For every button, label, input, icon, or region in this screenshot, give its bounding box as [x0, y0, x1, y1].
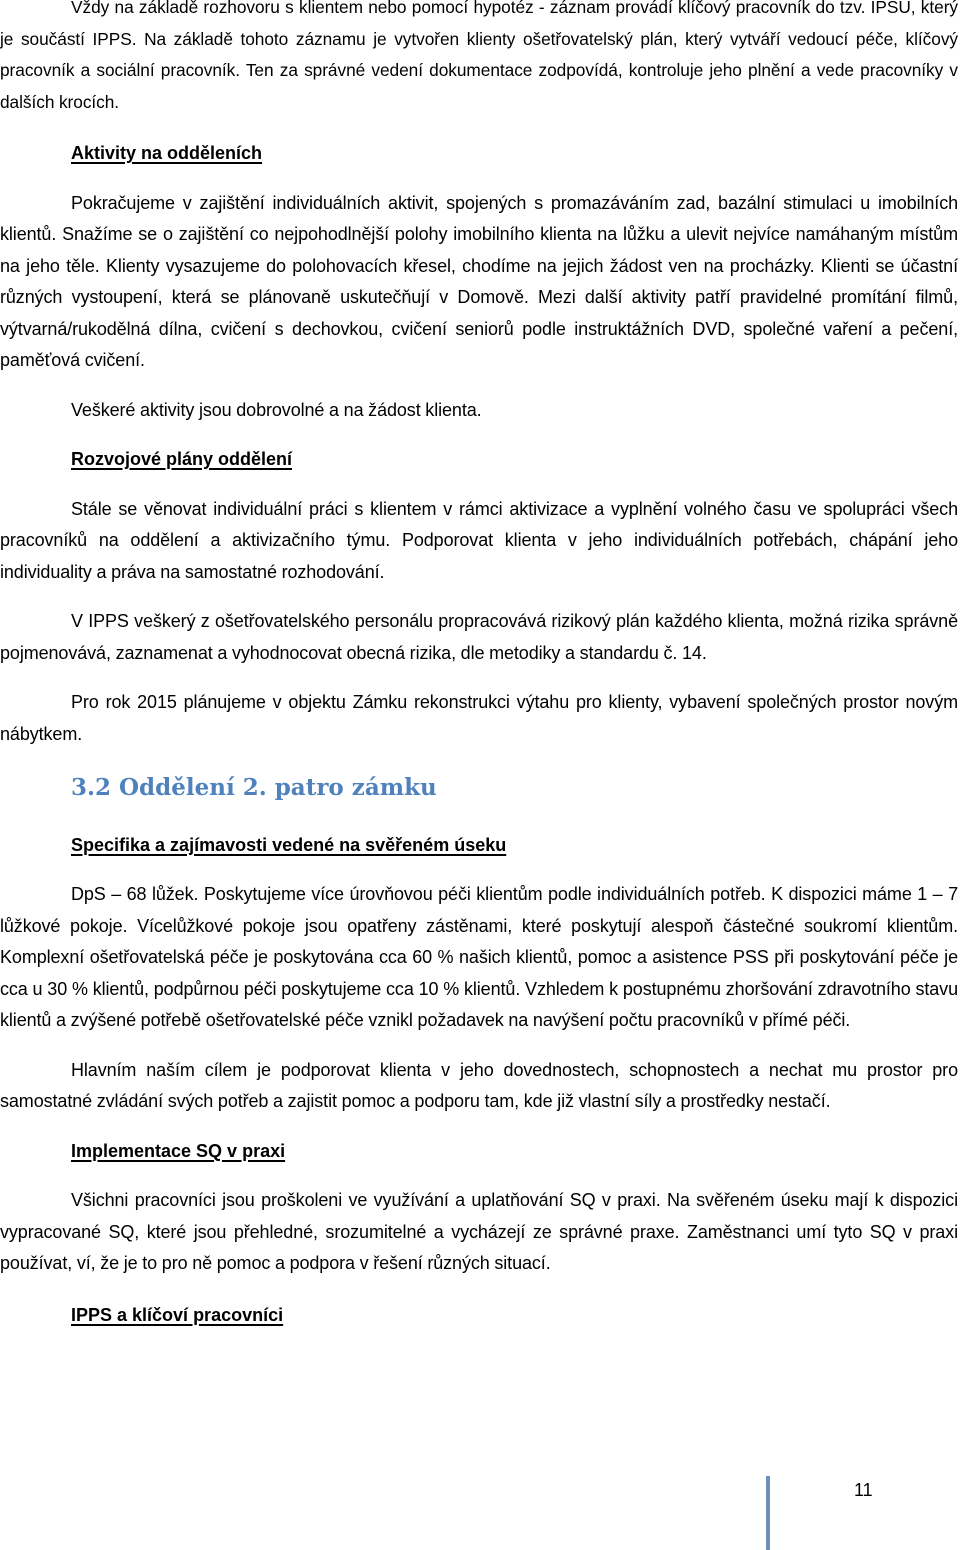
spacer: [0, 1037, 958, 1055]
development-paragraph-1: Stále se věnovat individuální práci s klientem v rámci aktivizace a vyplnění volného času ve spolupráci všech pracovníků na oddělení a aktivizačního týmu. Podporovat klienta v jeho individuálních potřebách, chápání jeho individuality a práva na samostatné rozhodování.: [0, 498, 958, 582]
development-heading: Rozvojové plány oddělení: [71, 449, 293, 469]
spacer: [0, 1167, 958, 1185]
intro-paragraph: Vždy na základě rozhovoru s klientem nebo pomocí hypotéz - záznam provádí klíčový pracovník do tzv. IPSU, který je součástí IPPS. Na základě tohoto záznamu je vytvořen klienty ošetřovatelský plán, který vytváří vedoucí péče, klíčový pracovník a sociální pracovník. Ten za správné vedení dokumentace zodpovídá, kontroluje jeho plnění a vede pracovníky v dalších krocích.: [0, 0, 958, 112]
spacer: [0, 170, 958, 188]
spacer: [0, 861, 958, 879]
activities-heading: Aktivity na odděleních: [71, 143, 263, 163]
implementation-heading: Implementace SQ v praxi: [71, 1140, 286, 1161]
activities-paragraph-1: Pokračujeme v zajištění individuálních aktivit, spojených s promazáváním zad, bazální stimulaci u imobilních klientů. Snažíme se o zajištění co nejpohodlnější polohy imobilního klienta na lůžku a ulevit nejvíce namáhaným místům na jeho těle. Klienty vysazujeme do polohovacích křesel, chodíme na jejich žádost ven na procházky. Klienti se účastní různých vystoupení, která se plánovaně uskutečňují v Domově. Mezi další aktivity patří pravidelné promítání filmů, výtvarná/rukodělná dílna, cvičení s dechovkou, cvičení seniorů podle instruktážních DVD, společné vaření a pečení, paměťová cvičení.: [0, 192, 958, 370]
specifics-paragraph-1: DpS – 68 lůžek. Poskytujeme více úrovňovou péči klientům podle individuálních potřeb. K dispozici máme 1 – 7 lůžkové pokoje. Vícelůžkové pokoje jsou opatřeny zástěnami, které poskytují alespoň částečné soukromí klientům. Komplexní ošetřovatelská péče je poskytována cca 60 % našich klientů, pomoc a asistence PSS při poskytování péče je cca u 30 % klientů, podpůrnou péči poskytujeme cca 10 % klientů. Vzhledem k postupnému zhoršování zdravotního stavu klientů a zvýšené potřebě ošetřovatelské péče vznikl požadavek na navýšení počtu pracovníků v přímé péči.: [0, 884, 958, 1030]
spacer: [0, 669, 958, 687]
footer-rule: [766, 1476, 770, 1550]
activities-paragraph-2: Veškeré aktivity jsou dobrovolné a na žádost klienta.: [71, 399, 482, 420]
spacer: [0, 476, 958, 494]
implementation-paragraph: Všichni pracovníci jsou proškoleni ve využívání a uplatňování SQ v praxi. Na svěřeném úseku mají k dispozici vypracované SQ, které jsou přehledné, srozumitelné a vycházejí ze správné praxe. Zaměstnanci umí tyto SQ v praxi používat, ví, že je to pro ně pomoc a podpora v řešení různých situací.: [0, 1190, 958, 1273]
page-number: 11: [854, 1480, 873, 1500]
spacer: [0, 1280, 958, 1300]
spacer: [0, 1118, 958, 1136]
ipps-heading: IPPS a klíčoví pracovníci: [71, 1304, 284, 1325]
specifics-heading: Specifika a zajímavosti vedené na svěřeném úseku: [71, 834, 507, 855]
spacer: [0, 750, 958, 772]
spacer: [0, 804, 958, 830]
section-title: 3.2 Oddělení 2. patro zámku: [71, 774, 437, 801]
spacer: [0, 588, 958, 606]
spacer: [0, 118, 958, 138]
spacer: [0, 426, 958, 444]
development-paragraph-3: Pro rok 2015 plánujeme v objektu Zámku rekonstrukci výtahu pro klienty, vybavení společných prostor novým nábytkem.: [0, 692, 958, 744]
development-paragraph-2: V IPPS veškerý z ošetřovatelského personálu propracovává rizikový plán každého klienta, možná rizika správně pojmenovává, zaznamenat a vyhodnocovat obecná rizika, dle metodiky a standardu č. 14.: [0, 611, 958, 663]
specifics-paragraph-2: Hlavním naším cílem je podporovat klienta v jeho dovednostech, schopnostech a nechat mu prostor pro samostatné zvládání svých potřeb a zajistit pomoc a podporu tam, kde již vlastní síly a prostředky nestačí.: [0, 1059, 958, 1111]
spacer: [0, 377, 958, 395]
